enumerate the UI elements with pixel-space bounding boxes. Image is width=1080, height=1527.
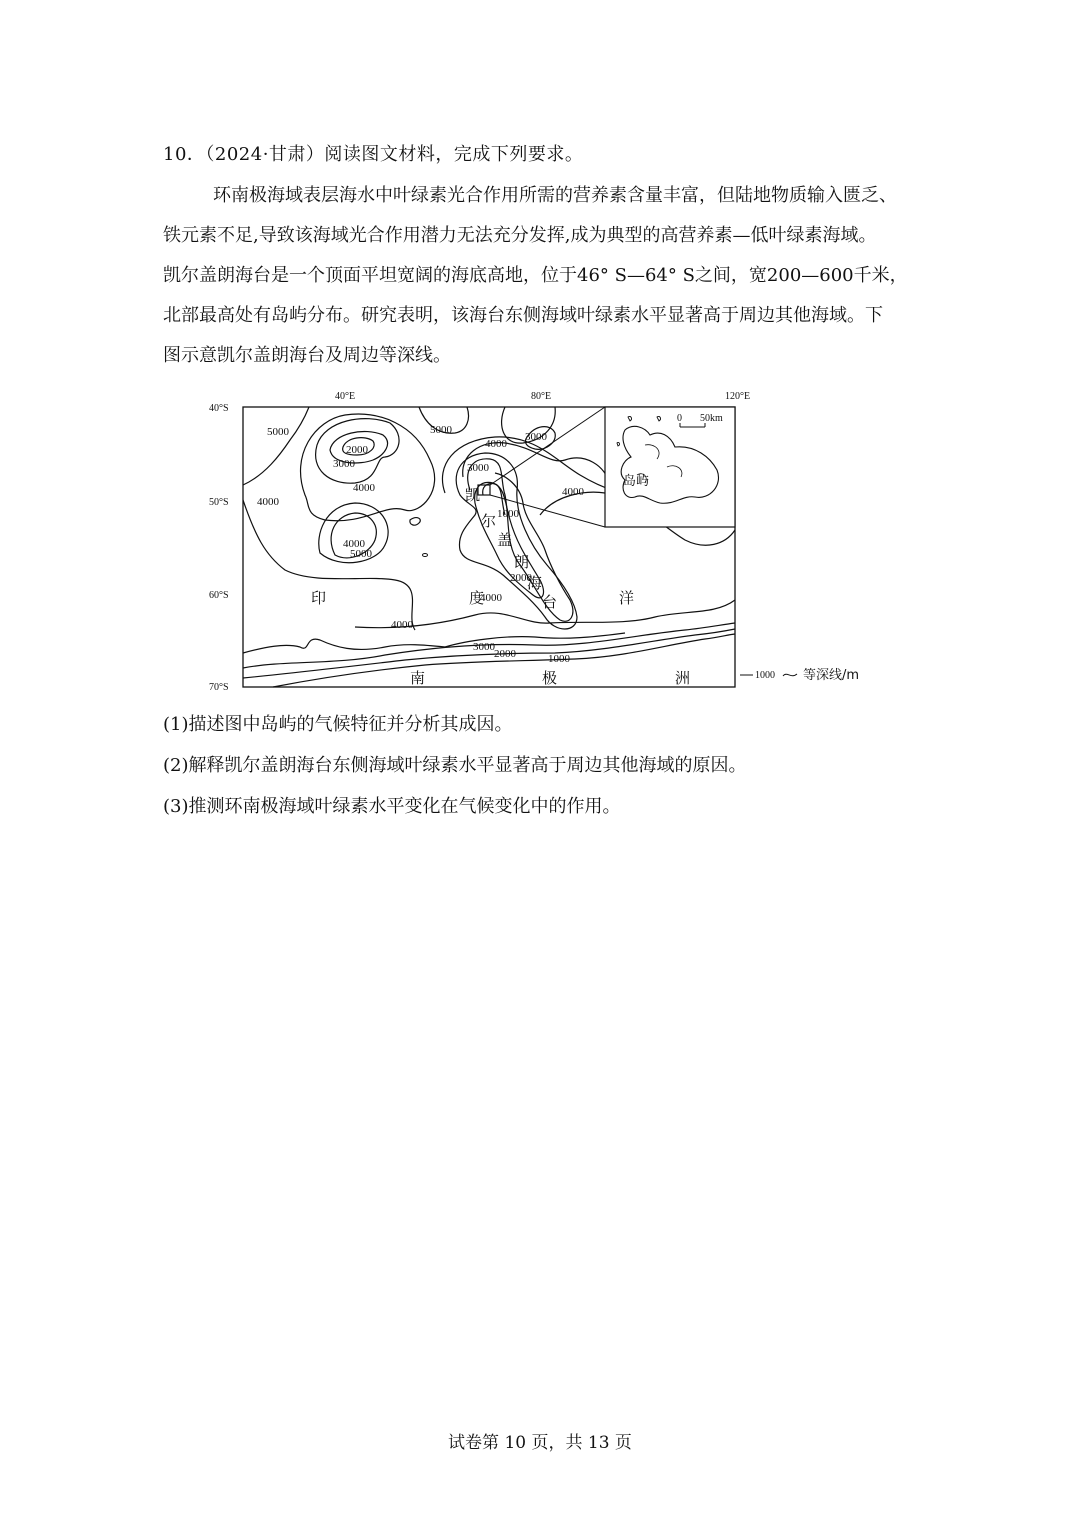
lat-label: 50°S — [209, 497, 229, 508]
contour-label: 2000 — [510, 572, 532, 584]
plateau-char: 台 — [542, 593, 558, 611]
contour-label: 3000 — [473, 641, 495, 653]
contour-label: 4000 — [485, 438, 507, 450]
continent-char: 极 — [542, 669, 558, 687]
plateau-char: 尔 — [481, 512, 497, 530]
lat-label: 60°S — [209, 590, 229, 601]
legend-sample: 1000 — [755, 670, 775, 681]
contour-label: 3000 — [525, 431, 547, 443]
paragraph-line: 北部最高处有岛屿分布。研究表明，该海台东侧海域叶绿素水平显著高于周边其他海域。下 — [163, 305, 883, 326]
question-title: 10．（2024·甘肃）阅读图文材料，完成下列要求。 — [163, 144, 584, 165]
map-svg — [205, 385, 895, 695]
contour-label: 4000 — [343, 538, 365, 550]
lat-label: 40°S — [209, 403, 229, 414]
contour-labels — [257, 424, 585, 665]
contour-label: 1000 — [497, 508, 519, 520]
plateau-char: 盖 — [497, 531, 513, 549]
question-paragraph — [163, 176, 943, 376]
contour-label: 5000 — [267, 426, 289, 438]
contour-label: 3000 — [333, 458, 355, 470]
scale-label: 50km — [700, 413, 723, 424]
lat-label: 70°S — [209, 682, 229, 693]
ocean-char: 度 — [469, 589, 485, 607]
contour-label: 4000 — [353, 482, 375, 494]
bathymetry-map — [205, 385, 895, 695]
paragraph-line: 铁元素不足,导致该海域光合作用潜力无法充分发挥,成为典型的高营养素—低叶绿素海域。 — [163, 225, 877, 246]
sub-question-3: (3)推测环南极海域叶绿素水平变化在气候变化中的作用。 — [163, 796, 621, 817]
contour-label: 1000 — [548, 653, 570, 665]
contour-label: 4000 — [257, 496, 279, 508]
sub-question-1: (1)描述图中岛屿的气候特征并分析其成因。 — [163, 714, 513, 735]
lon-label: 80°E — [531, 391, 552, 402]
contour-label: 4000 — [391, 619, 413, 631]
ocean-char: 印 — [311, 589, 327, 607]
contour-label: 2000 — [494, 648, 516, 660]
contour-label: 4000 — [562, 486, 584, 498]
island-label: 岛屿 — [623, 474, 650, 489]
paragraph-line: 图示意凯尔盖朗海台及周边等深线。 — [163, 345, 451, 366]
contour-label: 5000 — [350, 548, 372, 560]
contour-label: 3000 — [467, 462, 489, 474]
continent-char: 南 — [410, 669, 426, 687]
scale-zero: 0 — [677, 413, 682, 424]
contour-label: 2000 — [346, 444, 368, 456]
lon-label: 120°E — [725, 391, 751, 402]
paragraph-line: 凯尔盖朗海台是一个顶面平坦宽阔的海底高地，位于46° S—64° S之间，宽200—600千米， — [163, 265, 908, 286]
plateau-char: 朗 — [514, 553, 530, 571]
continent-char: 洲 — [675, 669, 691, 687]
island-inset — [605, 407, 735, 527]
sub-question-2: (2)解释凯尔盖朗海台东侧海域叶绿素水平显著高于周边其他海域的原因。 — [163, 755, 747, 776]
contour-label: 4000 — [480, 592, 502, 604]
page-footer: 试卷第 10 页，共 13 页 — [448, 1433, 632, 1453]
contour-label: 5000 — [430, 424, 452, 436]
map-legend — [740, 667, 859, 683]
lon-label: 40°E — [335, 391, 356, 402]
plateau-char: 海 — [527, 574, 543, 592]
legend-text: 等深线/m — [803, 668, 860, 683]
ocean-char: 洋 — [619, 589, 635, 607]
paragraph-line: 环南极海域表层海水中叶绿素光合作用所需的营养素含量丰富，但陆地物质输入匮乏、 — [213, 185, 897, 206]
plateau-char: 凯 — [465, 486, 481, 504]
inset-connector — [490, 407, 605, 485]
